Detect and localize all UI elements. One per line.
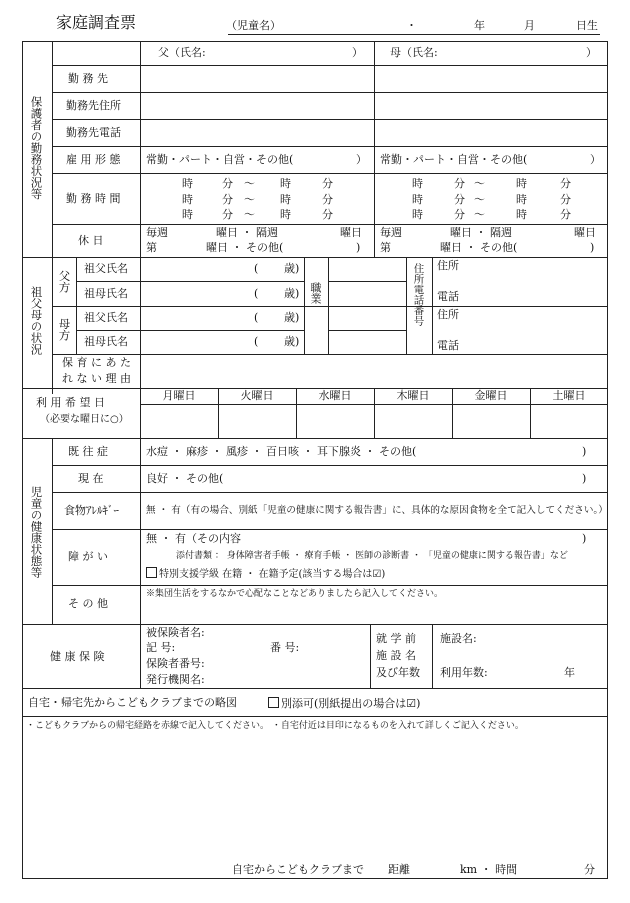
allergy-label: 食物ｱﾚﾙｷﾞｰ <box>64 504 119 517</box>
work-hours-label: 勤 務 時 間 <box>66 192 121 205</box>
weekday-biweekly-label: 曜日 ・ 隔週 <box>450 226 512 239</box>
holidays-label: 休 日 <box>78 234 104 247</box>
birth-month-label: 月 <box>524 19 535 32</box>
hour-label: 時 <box>280 177 291 190</box>
cannot-care-label-2: れ な い 理 由 <box>62 372 131 385</box>
day-header-wed: 水曜日 <box>318 389 352 402</box>
header-dot: ・ <box>406 19 417 32</box>
maternal-grandfather-label: 祖父氏名 <box>84 311 128 324</box>
insurance-symbol-label: 記 号: <box>146 641 176 654</box>
birth-day-label: 日生 <box>576 19 598 32</box>
usage-days-sublabel: （必要な曜日に○） <box>40 414 129 425</box>
age-open: ( <box>254 262 259 275</box>
health-section-label: 児童の健康状態等 <box>29 486 44 578</box>
workplace-phone-label: 勤務先電話 <box>66 126 121 139</box>
day-header-sat: 土曜日 <box>552 389 586 402</box>
hour-label: 時 <box>182 208 193 221</box>
minute-label: 分 <box>560 208 571 221</box>
child-name-label: （児童名） <box>226 19 281 32</box>
facility-name-label: 施設名: <box>440 632 477 645</box>
paternal-label: 父方 <box>57 270 72 293</box>
age-open: ( <box>254 287 259 300</box>
distance-word: 距離 <box>388 863 410 876</box>
mother-name-label: 母（氏名: <box>390 46 438 59</box>
age-open: ( <box>254 311 259 324</box>
km-time-label: km ・ 時間 <box>460 863 518 876</box>
maternal-address-label: 住所 <box>437 308 459 321</box>
hour-label: 時 <box>280 193 291 206</box>
special-class-text: 特別支援学級 在籍 ・ 在籍予定(該当する場合は☑) <box>159 569 386 580</box>
nth-label: 第 <box>380 241 391 254</box>
weekly-label: 毎週 <box>380 226 402 239</box>
usage-days-label: 利 用 希 望 日 <box>36 396 105 409</box>
minute-label: 分 <box>454 193 465 206</box>
close-paren: ) <box>590 241 595 254</box>
insurer-number-label: 保険者番号: <box>146 657 205 670</box>
grandparents-section-label: 祖父母の状況 <box>29 286 44 355</box>
day-header-mon: 月曜日 <box>162 389 196 402</box>
paternal-address-label: 住所 <box>437 259 459 272</box>
weekday-label: 曜日 <box>574 226 596 239</box>
hour-label: 時 <box>516 177 527 190</box>
father-name-close: ） <box>352 46 363 59</box>
minute-label: 分 <box>222 177 233 190</box>
tilde: 〜 <box>244 177 255 190</box>
weekday-other-label: 曜日 ・ その他( <box>440 241 518 254</box>
tilde: 〜 <box>474 208 485 221</box>
distance-underline <box>388 878 604 879</box>
hour-label: 時 <box>516 208 527 221</box>
child-name-field[interactable] <box>228 34 600 35</box>
age-close: 歳) <box>284 287 300 300</box>
tilde: 〜 <box>244 193 255 206</box>
nth-label: 第 <box>146 241 157 254</box>
hour-label: 時 <box>182 177 193 190</box>
close-paren: ) <box>356 241 361 254</box>
age-open: ( <box>254 335 259 348</box>
years-used-label: 利用年数: <box>440 666 488 679</box>
insurance-number-label: 番 号: <box>270 641 300 654</box>
minute-label: 分 <box>454 177 465 190</box>
minutes-unit: 分 <box>584 863 595 876</box>
other-note: ※集団生活をするなかで心配なことなどありましたら記入してください。 <box>146 589 444 599</box>
age-close: 歳) <box>284 262 300 275</box>
father-employment-options[interactable]: 常勤・パート・自営・その他( <box>146 153 294 166</box>
minute-label: 分 <box>560 193 571 206</box>
mother-name-close: ） <box>586 46 597 59</box>
day-header-fri: 金曜日 <box>474 389 508 402</box>
maternal-grandmother-label: 祖母氏名 <box>84 335 128 348</box>
distance-label: 自宅からこどもクラブまで <box>232 863 364 876</box>
minute-label: 分 <box>322 177 333 190</box>
issuer-label: 発行機関名: <box>146 673 205 686</box>
preschool-label-1: 就 学 前 <box>376 632 416 645</box>
minute-label: 分 <box>454 208 465 221</box>
hour-label: 時 <box>280 208 291 221</box>
disability-options[interactable]: 無 ・ 有（その内容 <box>146 532 241 545</box>
workplace-label: 勤 務 先 <box>68 72 108 85</box>
history-label: 既 往 症 <box>68 445 108 458</box>
weekday-biweekly-label: 曜日 ・ 隔週 <box>216 226 278 239</box>
special-class-row[interactable] <box>146 567 385 581</box>
insured-name-label: 被保険者名: <box>146 626 205 639</box>
current-health-label: 現 在 <box>78 472 104 485</box>
age-close: 歳) <box>284 335 300 348</box>
employment-type-label: 雇 用 形 態 <box>66 153 121 166</box>
tilde: 〜 <box>474 177 485 190</box>
hour-label: 時 <box>182 193 193 206</box>
map-attachment-row[interactable] <box>268 697 420 711</box>
history-options[interactable]: 水痘 ・ 麻疹 ・ 風疹 ・ 百日咳 ・ 耳下腺炎 ・ その他( <box>146 445 417 458</box>
allergy-options[interactable]: 無 ・ 有（有の場合、別紙「児童の健康に関する報告書」に、具体的な原因食物を全て記入してください。） <box>146 505 608 516</box>
other-label: そ の 他 <box>68 597 108 610</box>
weekday-other-label: 曜日 ・ その他( <box>206 241 284 254</box>
father-name-label: 父（氏名: <box>158 46 206 59</box>
tilde: 〜 <box>474 193 485 206</box>
special-class-checkbox[interactable] <box>146 567 157 578</box>
paternal-grandfather-label: 祖父氏名 <box>84 262 128 275</box>
history-close: ) <box>582 445 587 458</box>
mother-employment-options[interactable]: 常勤・パート・自営・その他( <box>380 153 528 166</box>
map-drawing-area[interactable] <box>23 736 607 860</box>
guardian-section-label: 保護者の勤務状況等 <box>29 96 44 200</box>
minute-label: 分 <box>560 177 571 190</box>
paternal-grandmother-label: 祖母氏名 <box>84 287 128 300</box>
address-phone-label: 住所電話番号 <box>412 263 425 326</box>
hour-label: 時 <box>412 208 423 221</box>
occupation-label: 職業 <box>309 282 322 304</box>
workplace-address-label: 勤務先住所 <box>66 99 121 112</box>
disability-attachments: 添付書類 ： 身体障害者手帳 ・ 療育手帳 ・ 医師の診断書 ・ 「児童の健康に関する報告書」など <box>176 551 568 561</box>
map-attachment-checkbox[interactable] <box>268 697 279 708</box>
preschool-label-2: 施 設 名 <box>376 649 416 662</box>
tilde: 〜 <box>244 208 255 221</box>
years-unit: 年 <box>564 666 575 679</box>
minute-label: 分 <box>322 208 333 221</box>
day-header-thu: 木曜日 <box>396 389 430 402</box>
maternal-phone-label: 電話 <box>437 339 459 352</box>
mother-employment-close: ） <box>590 153 601 166</box>
maternal-label: 母方 <box>57 318 72 341</box>
paternal-phone-label: 電話 <box>437 290 459 303</box>
weekly-label: 毎週 <box>146 226 168 239</box>
age-close: 歳) <box>284 311 300 324</box>
map-note: ・こどもクラブからの帰宅経路を赤線で記入してください。 ・自宅付近は目印になるものを入れて詳しくご記入ください。 <box>26 721 524 731</box>
minute-label: 分 <box>222 208 233 221</box>
map-title: 自宅・帰宅先からこどもクラブまでの略図 <box>28 696 237 709</box>
weekday-label: 曜日 <box>340 226 362 239</box>
minute-label: 分 <box>222 193 233 206</box>
insurance-label: 健 康 保 険 <box>50 650 105 663</box>
disability-label: 障 が い <box>68 550 108 563</box>
day-header-tue: 火曜日 <box>240 389 274 402</box>
cannot-care-label-1: 保 育 に あ た <box>62 356 131 369</box>
hour-label: 時 <box>516 193 527 206</box>
birth-year-label: 年 <box>474 19 485 32</box>
preschool-label-3: 及び年数 <box>376 666 420 679</box>
map-attachment-text: 別添可(別紙提出の場合は☑) <box>281 697 421 710</box>
hour-label: 時 <box>412 193 423 206</box>
disability-close: ) <box>582 532 587 545</box>
current-health-options[interactable]: 良好 ・ その他( <box>146 472 224 485</box>
hour-label: 時 <box>412 177 423 190</box>
father-employment-close: ） <box>356 153 367 166</box>
page-title: 家庭調査票 <box>56 13 137 32</box>
minute-label: 分 <box>322 193 333 206</box>
current-health-close: ) <box>582 472 587 485</box>
